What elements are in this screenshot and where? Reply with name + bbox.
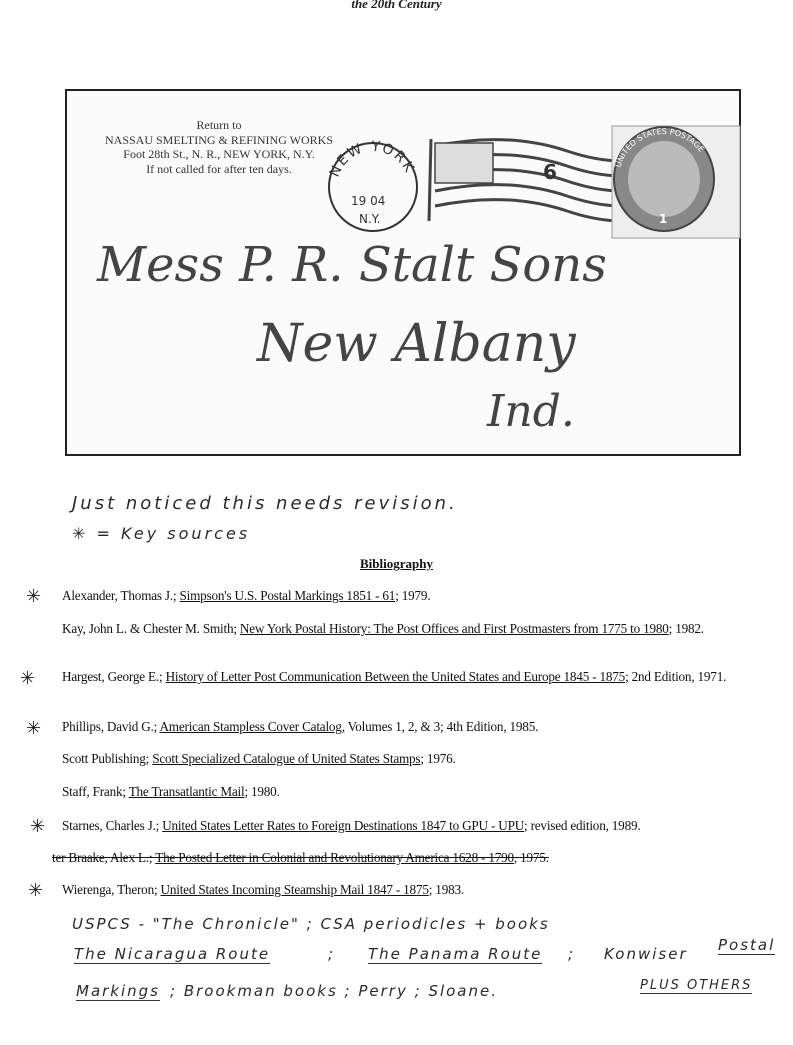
bibliography-entry: Starnes, Charles J.; United States Letter Rates to Foreign Destinations 1847 to GPU - UPU; revised edition, 1989.: [62, 818, 641, 833]
revision-note: Just noticed this needs revision.: [72, 493, 458, 514]
postmark: [327, 139, 418, 231]
envelope-image: [65, 89, 741, 456]
key-source-mark: ✳: [28, 880, 44, 901]
key-source-mark: ✳: [26, 718, 42, 739]
key-sources-note: ✳ = Key sources: [72, 524, 251, 543]
bibliography-entry: Scott Publishing; Scott Specialized Catalogue of United States Stamps; 1976.: [62, 751, 456, 766]
key-source-mark: ✳: [26, 586, 42, 607]
return-line: If not called for after ten days.: [146, 161, 292, 176]
envelope-markings: [67, 91, 743, 458]
handwritten-separator: ;: [568, 945, 576, 963]
bibliography-entry: Staff, Frank; The Transatlantic Mail; 1980.: [62, 784, 280, 799]
return-line: NASSAU SMELTING & REFINING WORKS: [104, 132, 334, 147]
handwritten-plus-others: PLUS OTHERS: [640, 978, 753, 993]
postmark-date: 19 04: [351, 194, 386, 208]
handwritten-addition-row1: USPCS - "The Chronicle" ; CSA periodicles + books: [72, 915, 550, 933]
cancel-number: 6: [543, 160, 557, 184]
stamp-value: 1: [659, 212, 668, 226]
bibliography-entry: Hargest, George E.; History of Letter Post Communication Between the United States and Europe 1845 - 1875; 2nd Edition, 1971.: [62, 669, 727, 684]
return-line: Foot 28th St., N. R., NEW YORK, N.Y.: [123, 147, 315, 161]
bibliography-entry-struck: ter Braake, Alex L.; The Posted Letter in Colonial and Revolutionary America 1628 - 1790, 1975.: [52, 850, 549, 865]
svg-text:NEW YORK: [327, 139, 418, 180]
bibliography-entry: Alexander, Thomas J.; Simpson's U.S. Postal Markings 1851 - 61; 1979.: [62, 588, 431, 603]
bibliography-entry: Wierenga, Theron; United States Incoming Steamship Mail 1847 - 1875; 1983.: [62, 882, 464, 897]
stamp-text: UNITED STATES POSTAGE: [613, 126, 706, 169]
handwritten-konwiser: Konwiser: [604, 945, 688, 963]
handwritten-nicaragua: The Nicaragua Route: [74, 945, 271, 963]
postmark-city: NEW YORK: [326, 138, 418, 180]
handwritten-separator: ;: [328, 945, 336, 963]
handwritten-row3: ; Brookman books ; Perry ; Sloane.: [170, 982, 499, 1000]
bibliography-title: Bibliography: [360, 556, 433, 571]
key-source-mark: ✳: [20, 668, 36, 689]
handwritten-panama: The Panama Route: [368, 945, 543, 963]
bibliography-entry: Kay, John L. & Chester M. Smith; New York Postal History: The Post Offices and First Postmasters from 1775 to 1980; 1982.: [62, 621, 704, 636]
return-line: Return to: [196, 118, 242, 132]
page-header: the 20th Century: [351, 0, 442, 11]
postmark-state: N.Y.: [359, 212, 381, 226]
bibliography-entry: Phillips, David G.; American Stampless Cover Catalog, Volumes 1, 2, & 3; 4th Edition, 1985.: [62, 719, 539, 734]
key-source-mark: ✳: [30, 816, 46, 837]
handwritten-markings: Markings: [76, 982, 160, 1000]
address-line-3: Ind.: [487, 386, 575, 437]
handwritten-postal: Postal: [718, 936, 776, 954]
stamp: [612, 126, 740, 238]
address-line-1: Mess P. R. Stalt Sons: [97, 237, 607, 293]
address-line-2: New Albany: [257, 314, 576, 374]
